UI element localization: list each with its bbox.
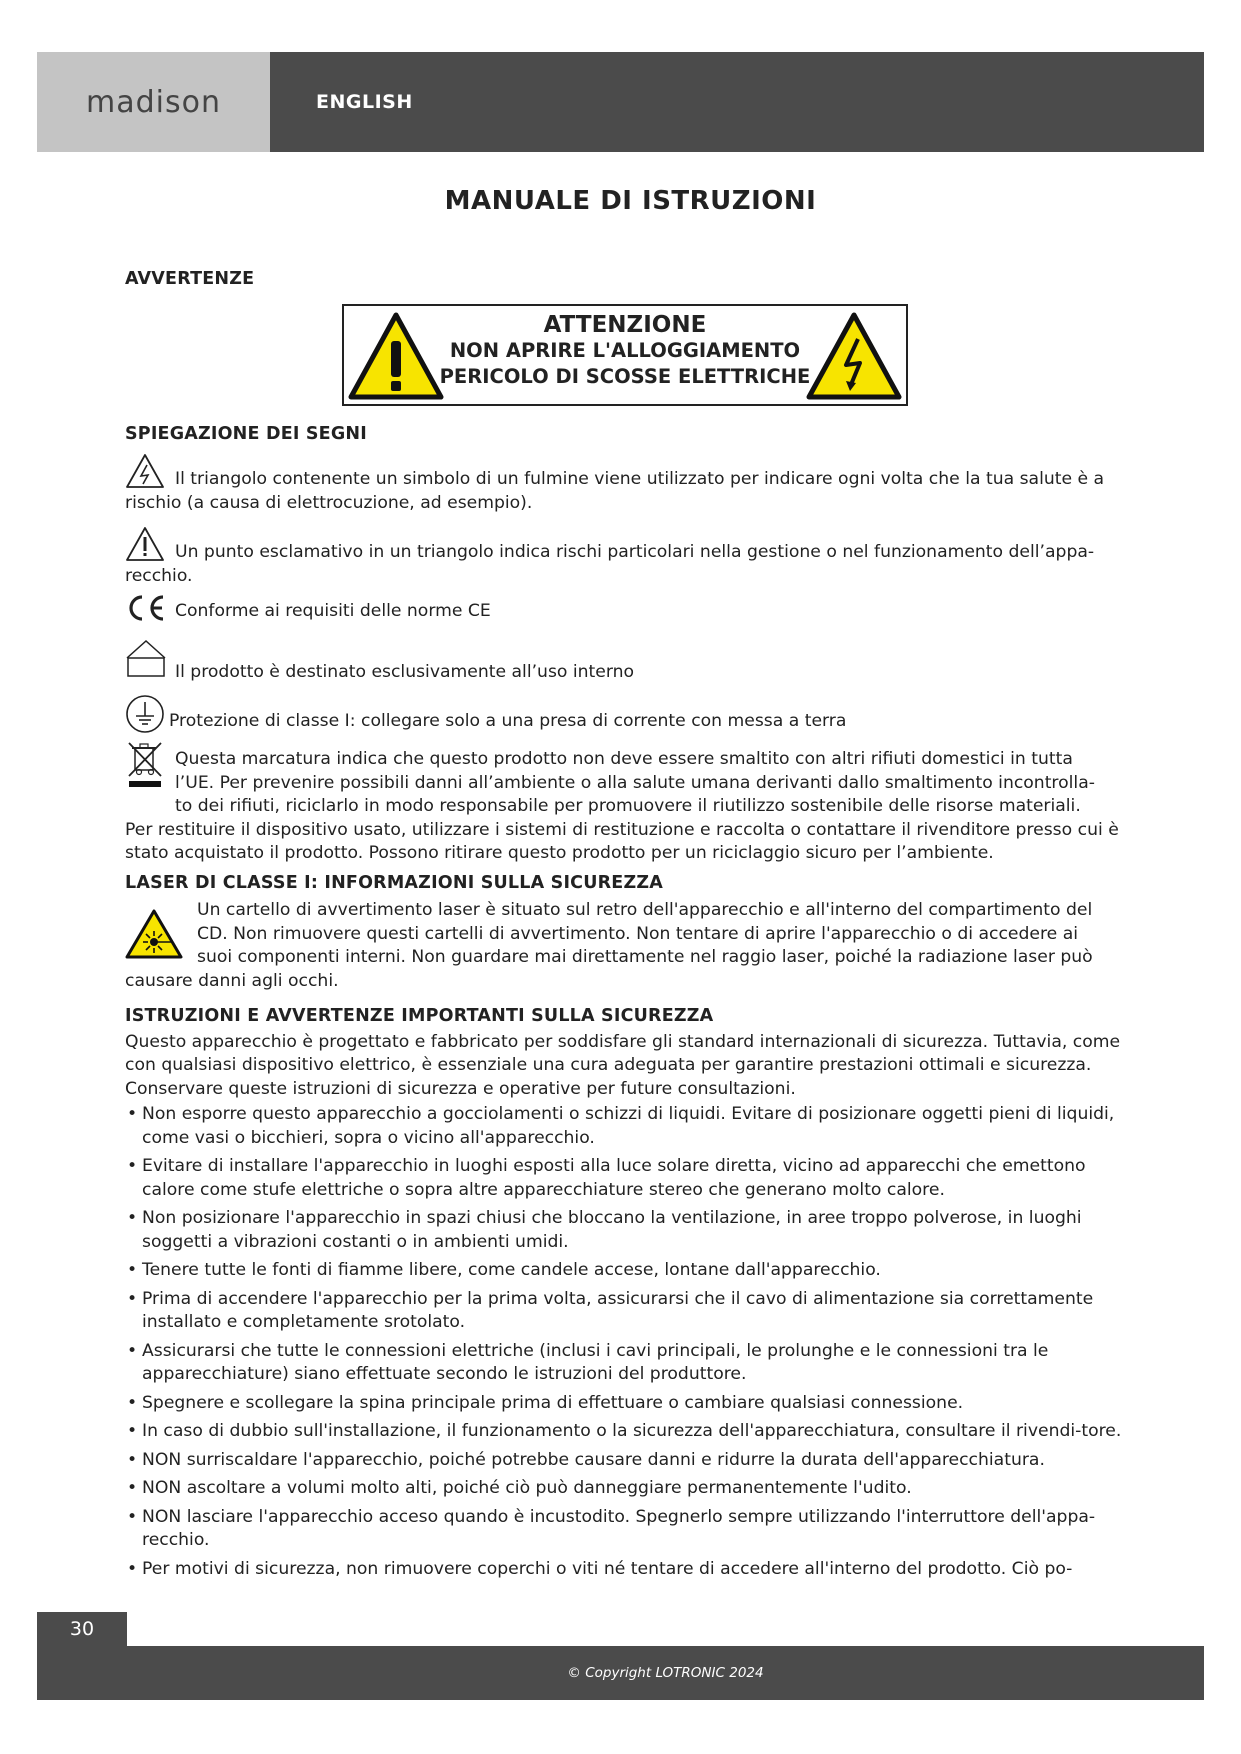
list-item: • Prima di accendere l'apparecchio per la prima volta, assicurarsi che il cavo di alimentazione sia correttamente installato e completamente srotolato.: [125, 1288, 1125, 1335]
lightning-warning-icon: [806, 311, 902, 401]
page-header: [37, 52, 1204, 152]
list-item: • Per motivi di sicurezza, non rimuovere coperchi o viti né tentare di accedere all'interno del prodotto. Ciò po-: [125, 1558, 1125, 1582]
weee-bin-icon: [125, 740, 165, 790]
sign-indoor-text: Il prodotto è destinato esclusivamente all’uso interno: [175, 662, 635, 682]
sign-indoor: [125, 640, 1125, 684]
safety-heading: ISTRUZIONI E AVVERTENZE IMPORTANTI SULLA SICUREZZA: [125, 1006, 714, 1026]
warning-line-open: NON APRIRE L'ALLOGGIAMENTO: [449, 338, 801, 362]
sign-ce-text: Conforme ai requisiti delle norme CE: [175, 601, 491, 621]
page-footer: [37, 1646, 1204, 1700]
warning-title: ATTENZIONE: [543, 311, 707, 338]
safety-intro: Questo apparecchio è progettato e fabbricato per soddisfare gli standard internazionali di sicurezza. Tuttavia, come con qualsiasi dispositivo elettrico, è essenziale una cura adeguata per garantire prestazioni ottimali e sicurezza. Conservare queste istruzioni di sicurezza e operative per future consultazioni.: [125, 1031, 1121, 1099]
logo-box: [37, 52, 270, 152]
list-item: • In caso di dubbio sull'installazione, il funzionamento o la sicurezza dell'apparecchiatura, consultare il rivendi-tore.: [125, 1420, 1125, 1444]
sign-lightning: [125, 456, 1125, 515]
list-item: • NON ascoltare a volumi molto alti, poiché ciò può danneggiare permanentemente l'udito.: [125, 1477, 1125, 1501]
safety-list: [125, 1103, 1125, 1581]
sign-ce: [125, 598, 1125, 626]
list-item: • Non posizionare l'apparecchio in spazi chiusi che bloccano la ventilazione, in aree troppo polverose, in luoghi soggetti a vibrazioni costanti o in ambienti umidi.: [125, 1207, 1125, 1254]
laser-heading: LASER DI CLASSE I: INFORMAZIONI SULLA SICUREZZA: [125, 872, 663, 893]
earth-ground-icon: [125, 694, 167, 736]
warning-box: [342, 304, 908, 406]
laser-section: [125, 899, 1125, 993]
sign-weee-line3: to dei rifiuti, riciclarlo in modo responsabile per promuovere il riutilizzo sostenibile delle risorse materiali.: [175, 796, 1081, 816]
language-label: ENGLISH: [316, 91, 413, 113]
sign-weee-line1: Questa marcatura indica che questo prodotto non deve essere smaltito con altri rifiuti domestici in tutta: [175, 749, 1073, 769]
sign-exclamation-text: Un punto esclamativo in un triangolo indica rischi particolari nella gestione o nel funzionamento dell’appa-recchio.: [125, 542, 1095, 586]
warnings-heading: AVVERTENZE: [125, 269, 255, 289]
sign-weee-line2: l’UE. Per prevenire possibili danni all’ambiente o alla salute umana derivanti dallo smaltimento incontrolla-: [175, 772, 1095, 793]
list-item: • Non esporre questo apparecchio a gocciolamenti o schizzi di liquidi. Evitare di posizionare oggetti pieni di liquidi, come vasi o bicchieri, sopra o vicino all'apparecchio.: [125, 1103, 1125, 1150]
laser-line4: causare danni agli occhi.: [125, 970, 339, 991]
signs-heading: SPIEGAZIONE DEI SEGNI: [125, 423, 367, 444]
list-item: • Tenere tutte le fonti di fiamme libere, come candele accese, lontane dall'apparecchio.: [125, 1259, 1125, 1283]
copyright-text: © Copyright LOTRONIC 2024: [567, 1665, 764, 1681]
page-number: 30: [69, 1618, 95, 1640]
sign-weee-line4: Per restituire il dispositivo usato, utilizzare i sistemi di restituzione e raccolta o contattare il rivenditore presso cui è stato acquistato il prodotto. Possono ritirare questo prodotto per un riciclaggio sicuro per l’ambiente.: [125, 819, 1119, 863]
list-item: • NON lasciare l'apparecchio acceso quando è incustodito. Spegnerlo sempre utilizzando l'interruttore dell'appa-recchio.: [125, 1506, 1125, 1553]
indoor-house-icon: [125, 638, 167, 680]
brand-logo: madison: [86, 84, 221, 120]
ce-mark-icon: [125, 593, 167, 623]
sign-class1: [125, 690, 1125, 732]
sign-class1-text: Protezione di classe I: collegare solo a una presa di corrente con messa a terra: [169, 711, 847, 731]
main-content: [125, 268, 1125, 1586]
list-item: • NON surriscaldare l'apparecchio, poiché potrebbe causare danni e ridurre la durata dell'apparecchiatura.: [125, 1449, 1125, 1473]
page-title: MANUALE DI ISTRUZIONI: [444, 186, 817, 216]
header-bar: [270, 52, 1204, 152]
laser-warning-icon: [125, 909, 183, 959]
lightning-triangle-icon: [125, 453, 165, 489]
sign-weee: [125, 748, 1125, 866]
laser-line3: suoi componenti interni. Non guardare mai direttamente nel raggio laser, poiché la radiazione laser può: [197, 947, 1093, 967]
laser-line1: Un cartello di avvertimento laser è situato sul retro dell'apparecchio e all'interno del compartimento del: [197, 900, 1093, 920]
sign-lightning-text: Il triangolo contenente un simbolo di un fulmine viene utilizzato per indicare ogni volta che la tua salute è a rischio (a causa di elettrocuzione, ad esempio).: [125, 469, 1105, 513]
exclamation-triangle-icon: [125, 526, 165, 562]
sign-exclamation: [125, 529, 1125, 588]
list-item: • Assicurarsi che tutte le connessioni elettriche (inclusi i cavi principali, le prolunghe e le connessioni tra le apparecchiature) siano effettuate secondo le istruzioni del produttore.: [125, 1340, 1125, 1387]
warning-line-shock: PERICOLO DI SCOSSE ELETTRICHE: [439, 364, 811, 388]
list-item: • Spegnere e scollegare la spina principale prima di effettuare o cambiare qualsiasi connessione.: [125, 1392, 1125, 1416]
laser-line2: CD. Non rimuovere questi cartelli di avvertimento. Non tentare di aprire l'apparecchio o di accedere ai: [197, 923, 1079, 944]
list-item: • Evitare di installare l'apparecchio in luoghi esposti alla luce solare diretta, vicino ad apparecchi che emettono calore come stufe elettriche o sopra altre apparecchiature stereo che generano molto calore.: [125, 1155, 1125, 1202]
